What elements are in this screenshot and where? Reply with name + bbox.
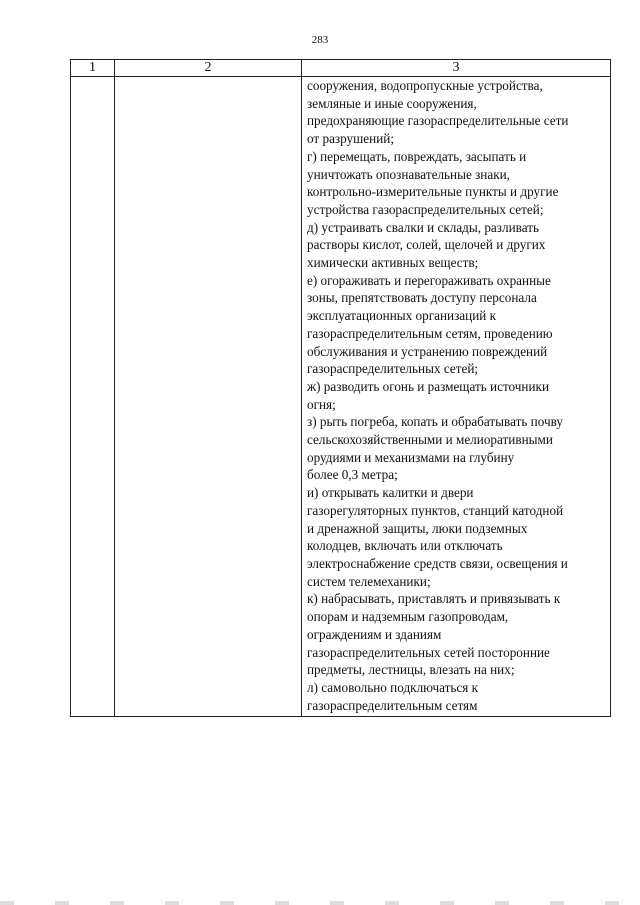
text-line: устройства газораспределительных сетей; [307,201,544,217]
text-line: сооружения, водопропускные устройства, [307,78,543,93]
text-line: зоны, препятствовать доступу персонала [307,290,537,306]
text-line: электроснабжение средств связи, освещения и [307,555,568,571]
text-line: газорегуляторных пунктов, станций катодной [307,502,564,518]
text-line: и) открывать калитки и двери [307,485,474,501]
column-header-1: 1 [71,60,115,77]
text-line: более 0,3 метра; [307,467,398,483]
text-line: газораспределительным сетям, проведению [307,325,553,341]
text-line: контрольно-измерительные пункты и другие [307,184,559,200]
text-line: з) рыть погреба, копать и обрабатывать почву [307,414,563,430]
text-line: обслуживания и устранению повреждений [307,343,548,359]
text-line: эксплуатационных организаций к [307,308,497,324]
table-header-row [71,60,611,77]
text-line: л) самовольно подключаться к [307,679,479,695]
page-number: 283 [311,34,329,46]
text-line: земляные и иные сооружения, [307,95,477,111]
text-line: предохраняющие газораспределительные сети [307,113,569,129]
text-line: от разрушений; [307,131,394,147]
text-line: орудиями и механизмами на глубину [307,449,515,465]
text-line: г) перемещать, повреждать, засыпать и [307,148,527,164]
text-line: опорам и надземным газопроводам, [307,609,509,625]
text-line: огня; [307,396,336,412]
text-line: систем телемеханики; [307,573,431,589]
text-line: колодцев, включать или отключать [307,538,503,554]
text-line: ж) разводить огонь и размещать источники [307,378,550,394]
cell-column-3 [302,77,611,717]
document-table [70,59,611,717]
text-line: к) набрасывать, приставлять и привязывать к [307,591,561,607]
column-header-2: 2 [115,60,302,77]
text-line: и дренажной защиты, люки подземных [307,520,528,536]
column-header-3: 3 [302,60,611,77]
text-line: ограждениям и зданиям [307,626,442,642]
text-line: газораспределительным сетям [307,697,478,713]
scan-artifact-strip [0,901,640,905]
cell-column-1 [71,77,115,717]
text-line: д) устраивать свалки и склады, разливать [307,219,539,235]
text-line: газораспределительных сетей; [307,361,479,377]
text-line: химически активных веществ; [307,255,479,271]
text-line: сельскохозяйственными и мелиоративными [307,432,553,448]
text-line: уничтожать опознавательные знаки, [307,166,510,182]
text-line: е) огораживать и перегораживать охранные [307,272,551,288]
text-line: газораспределительных сетей посторонние [307,644,550,660]
text-line: предметы, лестницы, влезать на них; [307,662,515,678]
cell-column-2 [115,77,302,717]
text-line: растворы кислот, солей, щелочей и других [307,237,546,253]
table-row [71,77,611,717]
